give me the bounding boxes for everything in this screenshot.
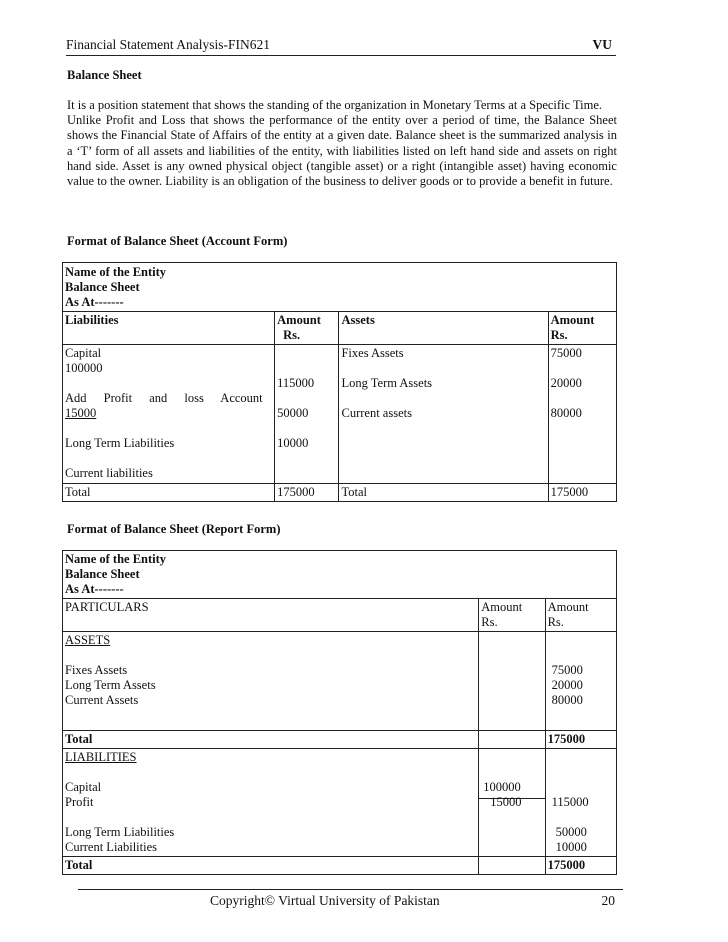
page-header — [66, 31, 616, 56]
as-at: As At------- — [65, 582, 124, 596]
table-header-cell — [63, 551, 617, 599]
liabilities-amount2 — [545, 749, 616, 857]
intro-paragraph: It is a position statement that shows the standing of the organization in Monetary Terms at a Specific Time. — [67, 98, 603, 112]
institution-abbr: VU — [592, 37, 612, 52]
lta-amount: 20000 — [550, 376, 582, 390]
entity-name: Name of the Entity — [65, 552, 167, 566]
ltl-amount: 50000 — [555, 825, 587, 839]
lta-amount: 20000 — [551, 678, 583, 692]
amount1-header — [479, 599, 545, 632]
table-row — [63, 263, 617, 312]
lta-label: Long Term Assets — [341, 376, 433, 390]
total-assets-label: Total — [63, 731, 479, 749]
sheet-name: Balance Sheet — [65, 280, 140, 294]
total-label-2: Total — [339, 484, 548, 502]
assets-section — [63, 632, 479, 731]
table-row — [63, 312, 617, 345]
liabilities-amount-cell — [275, 345, 339, 484]
capital-amount: 100000 — [65, 361, 103, 375]
ltl-amount: 50000 — [277, 406, 309, 420]
total-assets: 175000 — [548, 484, 616, 502]
empty-cell — [479, 731, 545, 749]
col-amount2 — [548, 312, 616, 345]
table-row — [63, 345, 617, 484]
page-footer — [78, 889, 623, 908]
amount-label: Amount — [550, 313, 595, 327]
ca-amount: 80000 — [551, 693, 583, 707]
col-liabilities: Liabilities — [63, 312, 275, 345]
entity-name: Name of the Entity — [65, 265, 167, 279]
liabilities-amount1 — [479, 749, 545, 857]
account-form-heading: Format of Balance Sheet (Account Form) — [67, 234, 288, 248]
total-liab-label: Total — [63, 857, 479, 875]
rs-label: Rs. — [283, 328, 301, 342]
assets-amount2 — [545, 632, 616, 731]
profit-amount: 15000 — [65, 406, 97, 420]
as-at: As At------- — [65, 295, 124, 309]
amount2-header — [545, 599, 616, 632]
assets-cell — [339, 345, 548, 484]
ltl-label: Long Term Liabilities — [65, 825, 175, 839]
liabilities-cell — [63, 345, 275, 484]
add-profit-label: Add Profit and loss Account — [65, 391, 263, 405]
total-liabilities: 175000 — [545, 857, 616, 875]
assets-amount-cell — [548, 345, 616, 484]
table-row — [63, 857, 617, 875]
cl-label: Current Liabilities — [65, 840, 157, 854]
empty-cell — [479, 857, 545, 875]
table-row — [63, 599, 617, 632]
assets-heading: ASSETS — [65, 633, 111, 647]
total-label: Total — [63, 484, 275, 502]
capital-total: 115000 — [277, 376, 315, 390]
report-form-heading: Format of Balance Sheet (Report Form) — [67, 522, 281, 536]
definition-paragraph: Unlike Profit and Loss that shows the performance of the entity over a period of time, the Balance Sheet shows the Financial State of Affairs of the entity at a given date. Balance sheet is the summarized analysis in a ‘T’ form of all assets and liabilities of the entity, with liabilities listed on left hand side and assets on right hand side. Asset is any owned physical object (tangible asset) or a right (intangible asset) having economic value to the owner. Liability is an obligation of the business to deliver goods or to provide a benefit in future. — [67, 113, 617, 189]
ca-label: Current Assets — [65, 693, 139, 707]
sheet-name: Balance Sheet — [65, 567, 140, 581]
account-form-table — [62, 262, 617, 502]
fa-amount: 75000 — [551, 663, 583, 677]
section-title: Balance Sheet — [67, 68, 142, 82]
copyright: Copyright© Virtual University of Pakistan — [210, 893, 440, 908]
table-row — [63, 551, 617, 599]
table-row — [63, 632, 617, 731]
body-text — [67, 98, 617, 189]
fa-amount: 75000 — [550, 346, 582, 360]
page-number: 20 — [601, 893, 615, 908]
liabilities-heading: LIABILITIES — [65, 750, 137, 764]
capital-label: Capital — [65, 346, 102, 360]
cap-total: 115000 — [551, 795, 589, 809]
rs-label: Rs. — [481, 615, 498, 629]
course-title: Financial Statement Analysis-FIN621 — [66, 37, 270, 52]
ca-amount: 80000 — [550, 406, 582, 420]
amount-label: Amount — [547, 600, 589, 614]
report-form-table — [62, 550, 617, 875]
amount-label: Amount — [277, 313, 321, 327]
total-liabilities: 175000 — [275, 484, 339, 502]
capital-label: Capital — [65, 780, 102, 794]
fa-label: Fixes Assets — [65, 663, 128, 677]
lta-label: Long Term Assets — [65, 678, 156, 692]
total-assets: 175000 — [545, 731, 616, 749]
amount-label: Amount — [481, 600, 523, 614]
fa-label: Fixes Assets — [341, 346, 404, 360]
table-row — [63, 731, 617, 749]
table-row — [63, 749, 617, 857]
cl-label: Current liabilities — [65, 466, 153, 480]
capital-profit-box — [479, 749, 544, 809]
liabilities-section — [63, 749, 479, 857]
cl-amount: 10000 — [277, 436, 309, 450]
cl-amount: 10000 — [555, 840, 587, 854]
col-assets: Assets — [339, 312, 548, 345]
ca-label: Current assets — [341, 406, 412, 420]
particulars-header: PARTICULARS — [63, 599, 479, 632]
profit-label: Profit — [65, 795, 94, 809]
table-header-cell — [63, 263, 617, 312]
ltl-label: Long Term Liabilities — [65, 436, 175, 450]
col-amount — [275, 312, 339, 345]
rs-label: Rs. — [550, 328, 568, 342]
table-row — [63, 484, 617, 502]
assets-amount1 — [479, 632, 545, 731]
profit-amount: 15000 — [490, 795, 522, 809]
capital-amount: 100000 — [483, 780, 521, 794]
rs-label: Rs. — [547, 615, 564, 629]
